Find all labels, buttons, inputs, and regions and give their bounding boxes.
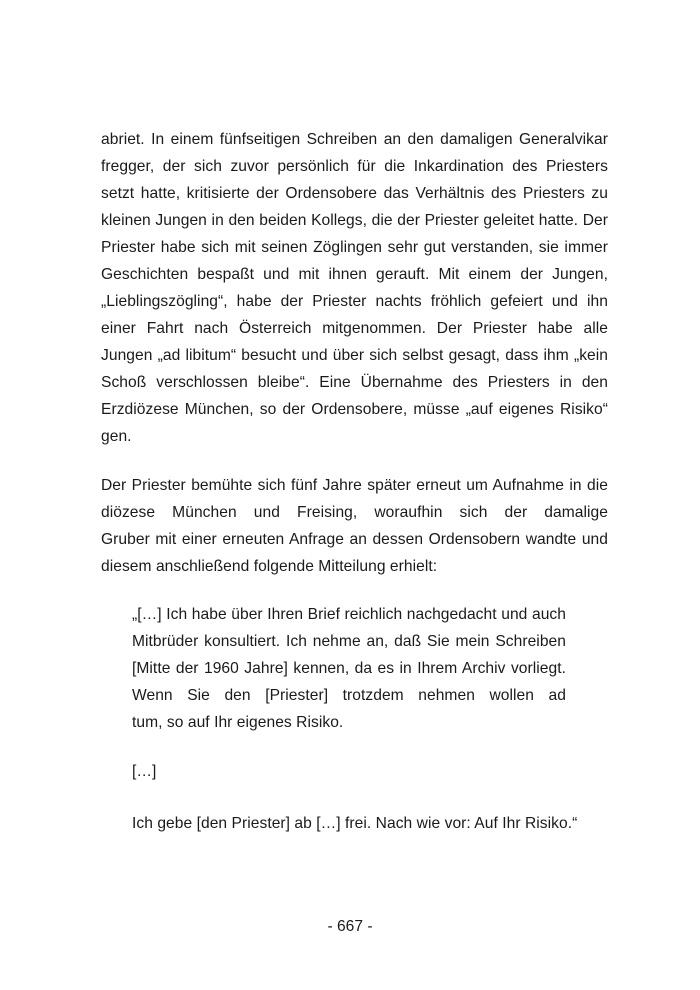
text-line: Erzdiözese München, so der Ordensobere, müsse „auf eigenes Risiko“ bbox=[101, 401, 608, 418]
quote-closing-line: Ich gebe [den Priester] ab […] frei. Nach wie vor: Auf Ihr Risiko.“ bbox=[132, 815, 578, 832]
text-line: einer Fahrt nach Österreich mitgenommen. Der Priester habe alle bbox=[101, 320, 608, 337]
text-line: Schoß verschlossen bleibe“. Eine Übernahme des Priesters in den bbox=[101, 374, 608, 391]
quote-ellipsis: […] bbox=[132, 763, 157, 780]
page-number: - 667 - bbox=[327, 918, 373, 935]
quote-line: Mitbrüder konsultiert. Ich nehme an, daß Sie mein Schreiben bbox=[132, 633, 566, 650]
text-line: diesem anschließend folgende Mitteilung erhielt: bbox=[101, 558, 438, 575]
text-line: Jungen „ad libitum“ besucht und über sich selbst gesagt, dass ihm „kein bbox=[101, 347, 608, 364]
text-line: gen. bbox=[101, 428, 132, 445]
text-line: setzt hatte, kritisierte der Ordensobere das Verhältnis des Priesters zu bbox=[101, 185, 608, 202]
text-line: Geschichten bespaßt und mit ihnen gerauft. Mit einem der Jungen, bbox=[101, 266, 608, 283]
quote-line: „[…] Ich habe über Ihren Brief reichlich nachgedacht und auch bbox=[132, 606, 566, 623]
text-line: abriet. In einem fünfseitigen Schreiben an den damaligen Generalvikar bbox=[101, 131, 608, 148]
text-line: Gruber mit einer erneuten Anfrage an dessen Ordensobern wandte und bbox=[101, 531, 608, 548]
text-line: Der Priester bemühte sich fünf Jahre später erneut um Aufnahme in die bbox=[101, 477, 608, 494]
text-line: Priester habe sich mit seinen Zöglingen sehr gut verstanden, sie immer bbox=[101, 239, 608, 256]
text-line: fregger, der sich zuvor persönlich für die Inkardination des Priesters bbox=[101, 158, 608, 175]
text-line: „Lieblingszögling“, habe der Priester nachts fröhlich gefeiert und ihn bbox=[101, 293, 608, 310]
text-line: diözese München und Freising, woraufhin sich der damalige bbox=[101, 504, 608, 521]
text-line: kleinen Jungen in den beiden Kollegs, die der Priester geleitet hatte. Der bbox=[101, 212, 608, 229]
quote-line: [Mitte der 1960 Jahre] kennen, da es in Ihrem Archiv vorliegt. bbox=[132, 660, 566, 677]
quote-line: tum, so auf Ihr eigenes Risiko. bbox=[132, 714, 344, 731]
quote-line: Wenn Sie den [Priester] trotzdem nehmen wollen ad bbox=[132, 687, 566, 704]
